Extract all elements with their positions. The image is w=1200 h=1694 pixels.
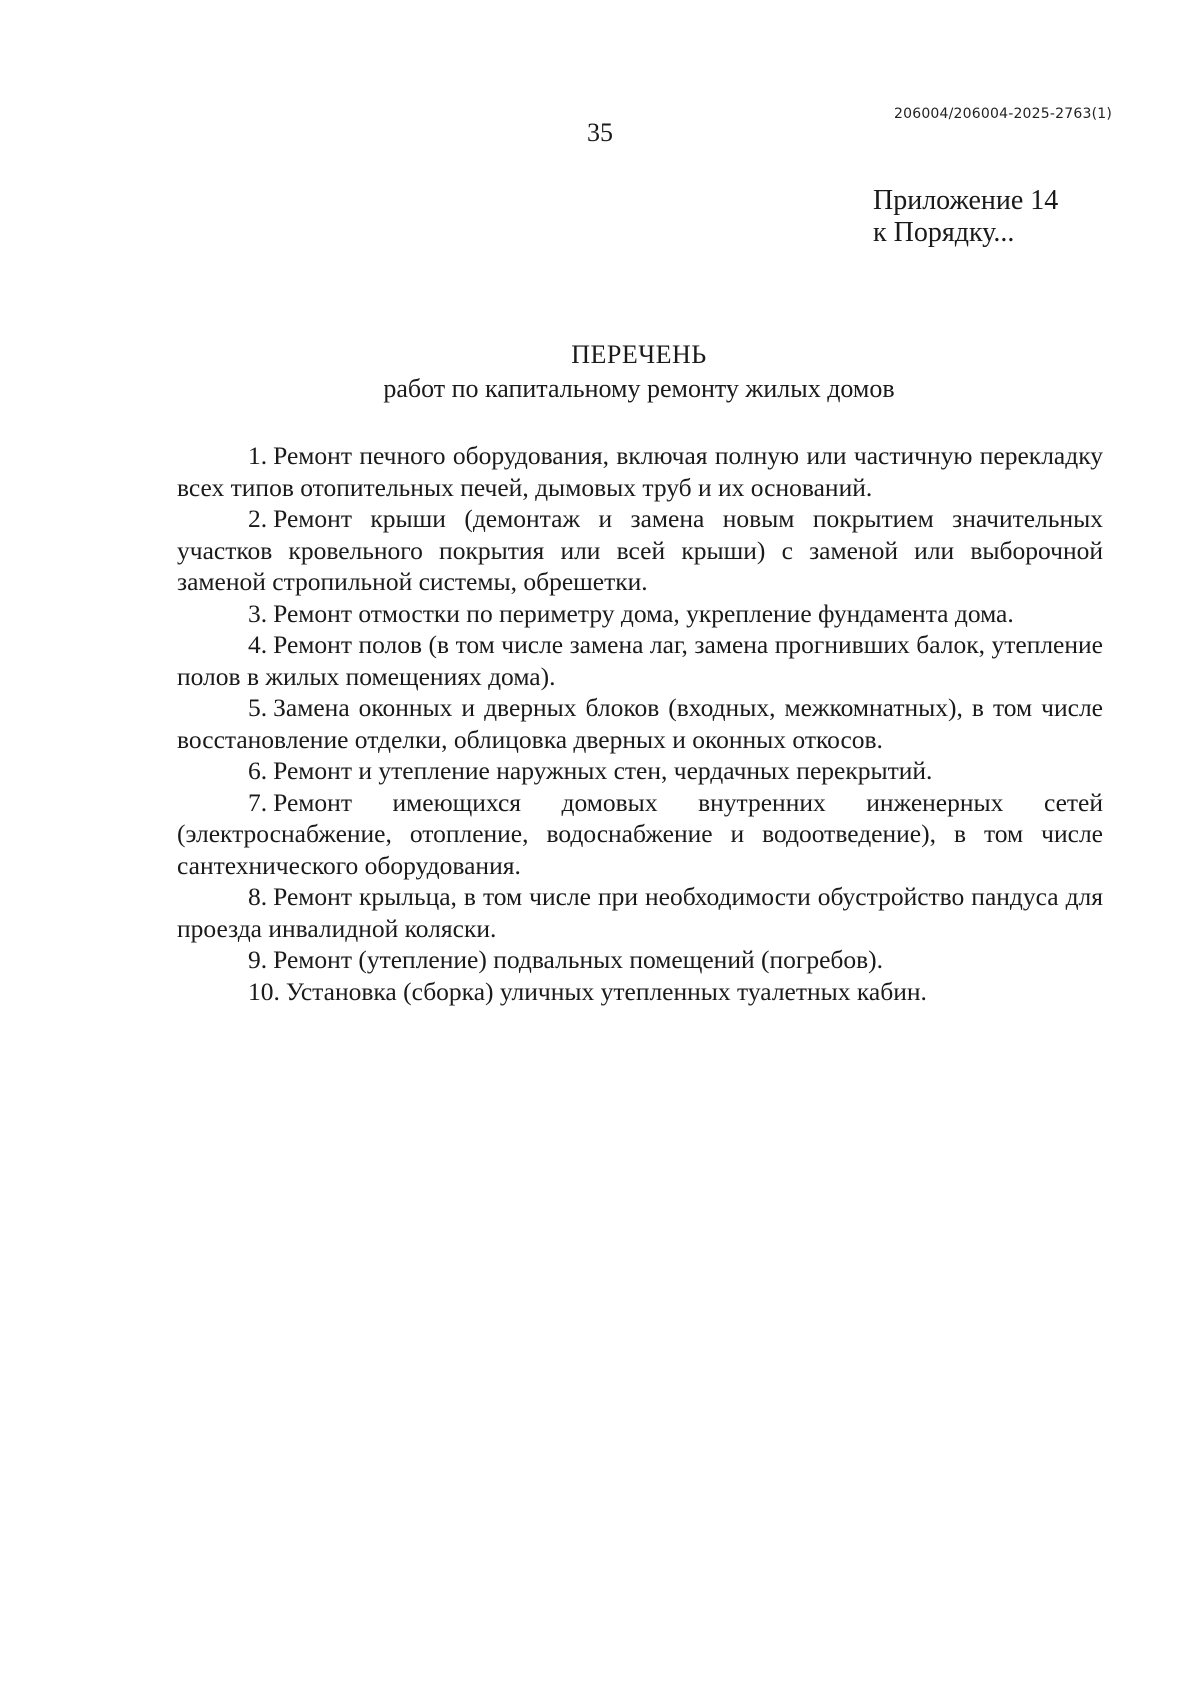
list-item — [177, 692, 1103, 755]
list-item-text: Ремонт отмостки по периметру дома, укрепление фундамента дома. — [273, 598, 1014, 628]
page-number: 35 — [587, 118, 613, 147]
list-item — [177, 629, 1103, 692]
list-item-number: 1. — [248, 441, 268, 470]
list-item-text: Установка (сборка) уличных утепленных туалетных кабин. — [285, 976, 927, 1006]
document-subtitle: работ по капитальному ремонту жилых домов — [383, 374, 895, 403]
document-id: 206004/206004-2025-2763(1) — [894, 106, 1112, 122]
list-item-text: Ремонт (утепление) подвальных помещений (погребов). — [273, 945, 884, 974]
list-item-number: 4. — [248, 630, 268, 659]
list-item-text: Ремонт имеющихся домовых внутренних инженерных сетей (электроснабжение, отопление, водоснабжение и водоотведение), в том числе сантехнического оборудования. — [177, 787, 1103, 880]
list-item — [177, 440, 1103, 503]
appendix-line-1: Приложение 14 — [873, 185, 1059, 216]
list-item — [177, 787, 1103, 882]
list-item-number: 9. — [248, 945, 268, 974]
list-item-number: 10. — [248, 976, 280, 1006]
document-title: ПЕРЕЧЕНЬ — [571, 340, 707, 369]
list-item-text: Ремонт крыльца, в том числе при необходимости обустройство пандуса для проезда инвалидной коляски. — [177, 882, 1103, 943]
list-item-number: 2. — [248, 504, 268, 533]
list-item — [177, 944, 1103, 976]
list-item-number: 6. — [248, 756, 268, 785]
list-item — [177, 503, 1103, 598]
list-item-text: Ремонт полов (в том числе замена лаг, замена прогнивших балок, утепление полов в жилых помещениях дома). — [177, 630, 1103, 691]
list-item — [177, 598, 1103, 630]
work-list — [177, 440, 1103, 1007]
list-item-text: Ремонт и утепление наружных стен, чердачных перекрытий. — [273, 756, 933, 785]
list-item-text: Замена оконных и дверных блоков (входных, межкомнатных), в том числе восстановление отделки, облицовка дверных и оконных откосов. — [177, 693, 1103, 754]
list-item — [177, 976, 1103, 1008]
list-item — [177, 881, 1103, 944]
list-item-text: Ремонт крыши (демонтаж и замена новым покрытием значительных участков кровельного покрытия или всей крыши) с заменой или выборочной заменой стропильной системы, обрешетки. — [177, 504, 1103, 596]
list-item-number: 7. — [248, 787, 268, 817]
list-item-number: 3. — [248, 598, 268, 628]
list-item-number: 5. — [248, 693, 268, 722]
appendix-reference — [873, 185, 1058, 249]
list-item — [177, 755, 1103, 787]
list-item-text: Ремонт печного оборудования, включая полную или частичную перекладку всех типов отопительных печей, дымовых труб и их оснований. — [177, 441, 1103, 502]
appendix-line-2: к Порядку... — [873, 217, 1015, 248]
list-item-number: 8. — [248, 882, 268, 911]
